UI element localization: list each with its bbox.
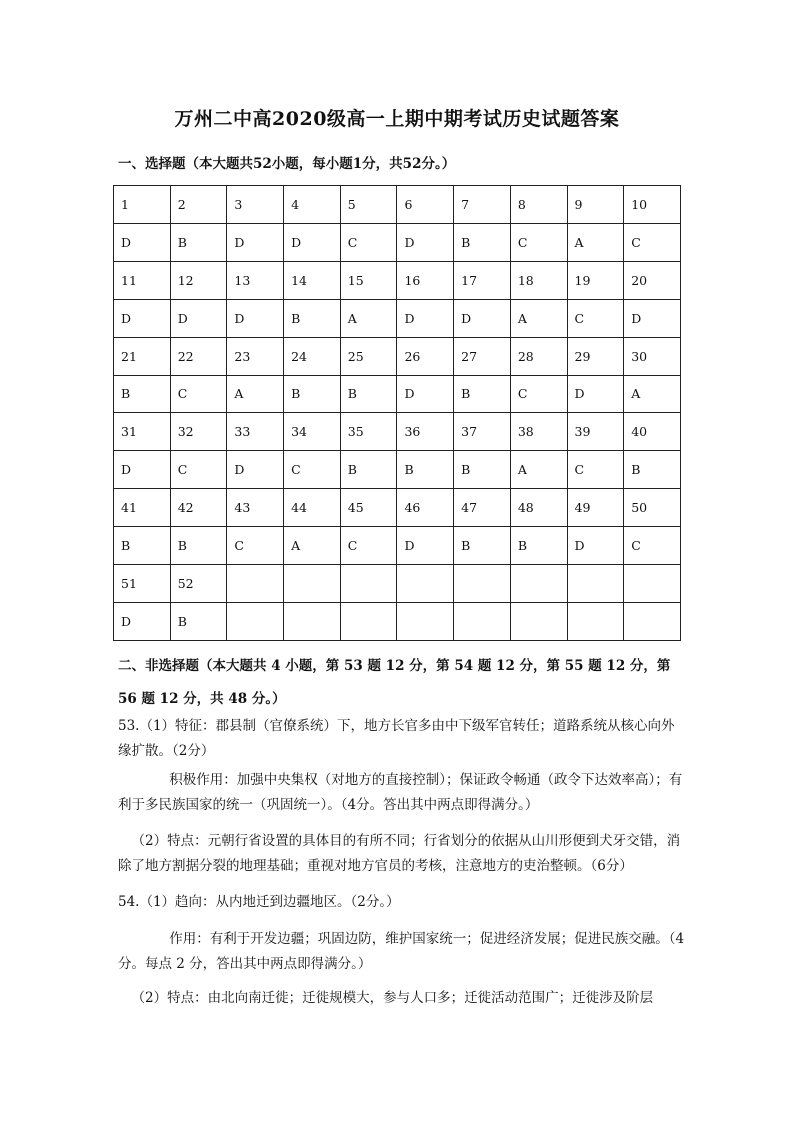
answer-cell	[284, 602, 341, 640]
answer-row	[114, 375, 681, 413]
question-number-cell: 44	[284, 489, 341, 527]
answer-cell: C	[227, 527, 284, 565]
answer-cell: C	[624, 527, 681, 565]
answer-cell: A	[284, 527, 341, 565]
question-number-row	[114, 186, 681, 224]
answer-cell: D	[454, 299, 511, 337]
answer-table	[113, 185, 681, 641]
question-number-cell: 46	[397, 489, 454, 527]
question-number-cell: 11	[114, 261, 171, 299]
question-number-cell: 40	[624, 413, 681, 451]
q53-part1: 53.（1）特征：郡县制（官僚系统）下，地方长官多由中下级军官转任；道路系统从核心向外缘扩散。（2分）	[118, 718, 675, 759]
answer-cell: B	[114, 375, 171, 413]
question-number-cell: 27	[454, 337, 511, 375]
question-number-cell: 22	[170, 337, 227, 375]
answer-cell: D	[114, 602, 171, 640]
answer-cell: D	[624, 299, 681, 337]
answer-cell: D	[397, 375, 454, 413]
question-number-cell: 10	[624, 186, 681, 224]
question-number-row	[114, 565, 681, 603]
answer-row	[114, 451, 681, 489]
q53-part2: （2）特点：元朝行省设置的具体目的有所不同；行省划分的依据从山川形便到犬牙交错，消除了地方割据分裂的地理基础；重视对地方官员的考核，注意地方的吏治整顿。（6分）	[118, 833, 681, 874]
question-number-cell	[227, 565, 284, 603]
answer-cell: D	[114, 299, 171, 337]
question-number-cell: 30	[624, 337, 681, 375]
question-number-cell: 17	[454, 261, 511, 299]
answer-cell: B	[170, 527, 227, 565]
question-number-cell: 14	[284, 261, 341, 299]
question-number-cell: 35	[340, 413, 397, 451]
question-number-cell: 36	[397, 413, 454, 451]
question-number-cell: 42	[170, 489, 227, 527]
question-number-row	[114, 337, 681, 375]
answer-cell: B	[454, 223, 511, 261]
answer-cell: C	[510, 375, 567, 413]
answer-cell: B	[170, 602, 227, 640]
answer-cell: C	[510, 223, 567, 261]
question-number-cell: 15	[340, 261, 397, 299]
question-number-cell: 33	[227, 413, 284, 451]
question-number-row	[114, 489, 681, 527]
question-number-cell: 13	[227, 261, 284, 299]
question-number-cell: 19	[567, 261, 624, 299]
answer-cell: B	[114, 527, 171, 565]
answer-row	[114, 527, 681, 565]
answer-cell	[510, 602, 567, 640]
question-number-cell: 43	[227, 489, 284, 527]
question-number-cell: 52	[170, 565, 227, 603]
answer-cell: D	[114, 451, 171, 489]
section1-heading: 一、选择题（本大题共52小题，每小题1分，共52分。）	[118, 156, 456, 172]
answer-cell: B	[284, 299, 341, 337]
question-number-cell: 20	[624, 261, 681, 299]
answer-cell: D	[397, 299, 454, 337]
answer-cell	[454, 602, 511, 640]
answer-cell: B	[454, 375, 511, 413]
question-number-cell: 47	[454, 489, 511, 527]
answer-cell: D	[227, 451, 284, 489]
answer-row	[114, 223, 681, 261]
question-number-cell: 29	[567, 337, 624, 375]
question-number-cell: 4	[284, 186, 341, 224]
question-number-cell: 16	[397, 261, 454, 299]
question-number-cell: 8	[510, 186, 567, 224]
question-number-cell	[397, 565, 454, 603]
answer-cell: D	[397, 223, 454, 261]
q54-part2: （2）特点：由北向南迁徙；迁徙规模大，参与人口多；迁徙活动范围广；迁徙涉及阶层	[131, 990, 654, 1006]
question-number-cell	[510, 565, 567, 603]
answer-cell: C	[340, 223, 397, 261]
question-number-cell: 28	[510, 337, 567, 375]
page-title: 万州二中高2020级高一上期中期考试历史试题答案	[174, 108, 620, 130]
answer-cell: C	[567, 299, 624, 337]
question-number-cell: 48	[510, 489, 567, 527]
answer-cell	[340, 602, 397, 640]
answer-cell: C	[284, 451, 341, 489]
question-number-cell	[454, 565, 511, 603]
answer-cell: B	[340, 451, 397, 489]
question-number-cell: 7	[454, 186, 511, 224]
question-number-cell: 26	[397, 337, 454, 375]
answer-row	[114, 602, 681, 640]
question-number-row	[114, 413, 681, 451]
answer-cell: A	[510, 451, 567, 489]
question-number-cell: 25	[340, 337, 397, 375]
answer-cell: D	[227, 223, 284, 261]
question-number-cell: 24	[284, 337, 341, 375]
question-number-cell	[567, 565, 624, 603]
question-number-cell: 51	[114, 565, 171, 603]
question-number-cell	[624, 565, 681, 603]
answer-cell: C	[170, 451, 227, 489]
answer-cell: B	[454, 527, 511, 565]
answer-cell: D	[567, 375, 624, 413]
section2-heading: 二、非选择题（本大题共 4 小题，第 53 题 12 分，第 54 题 12 分，第 55 题 12 分，第 56 题 12 分，共 48 分。）	[118, 658, 671, 707]
question-number-cell: 12	[170, 261, 227, 299]
answer-cell: D	[284, 223, 341, 261]
question-number-cell: 3	[227, 186, 284, 224]
answer-cell: D	[567, 527, 624, 565]
question-number-cell: 45	[340, 489, 397, 527]
question-number-cell: 38	[510, 413, 567, 451]
q54-part1: 54.（1）趋向：从内地迁到边疆地区。（2分。）	[118, 894, 400, 910]
answer-cell: B	[397, 451, 454, 489]
answer-cell	[567, 602, 624, 640]
answer-cell: B	[454, 451, 511, 489]
answer-cell: D	[397, 527, 454, 565]
answer-cell: B	[284, 375, 341, 413]
answer-row	[114, 299, 681, 337]
question-number-cell: 1	[114, 186, 171, 224]
answer-cell: C	[340, 527, 397, 565]
question-number-cell: 49	[567, 489, 624, 527]
question-number-row	[114, 261, 681, 299]
answer-cell: B	[624, 451, 681, 489]
question-number-cell: 34	[284, 413, 341, 451]
answer-cell: B	[170, 223, 227, 261]
answer-cell: C	[170, 375, 227, 413]
answer-cell: B	[340, 375, 397, 413]
q54-part1-effect: 作用：有利于开发边疆；巩固边防，维护国家统一；促进经济发展；促进民族交融。（4分。每点 2 分，答出其中两点即得满分。）	[118, 931, 685, 972]
question-number-cell: 23	[227, 337, 284, 375]
answer-cell: D	[227, 299, 284, 337]
question-number-cell: 9	[567, 186, 624, 224]
answer-cell: D	[170, 299, 227, 337]
answer-cell: A	[567, 223, 624, 261]
question-number-cell	[284, 565, 341, 603]
question-number-cell: 31	[114, 413, 171, 451]
answer-cell: A	[227, 375, 284, 413]
answer-cell: B	[510, 527, 567, 565]
q53-part1-effect: 积极作用：加强中央集权（对地方的直接控制）；保证政令畅通（政令下达效率高）；有利于多民族国家的统一（巩固统一）。（4分。答出其中两点即得满分。）	[118, 772, 683, 813]
question-number-cell: 6	[397, 186, 454, 224]
answer-cell	[227, 602, 284, 640]
answer-cell: D	[114, 223, 171, 261]
question-number-cell: 32	[170, 413, 227, 451]
question-number-cell: 50	[624, 489, 681, 527]
question-number-cell: 5	[340, 186, 397, 224]
answer-cell: C	[567, 451, 624, 489]
question-number-cell: 2	[170, 186, 227, 224]
question-number-cell: 39	[567, 413, 624, 451]
question-number-cell	[340, 565, 397, 603]
answer-cell	[624, 602, 681, 640]
answer-cell: A	[624, 375, 681, 413]
answer-cell: A	[510, 299, 567, 337]
answer-cell: A	[340, 299, 397, 337]
question-number-cell: 37	[454, 413, 511, 451]
question-number-cell: 18	[510, 261, 567, 299]
question-number-cell: 41	[114, 489, 171, 527]
answer-cell	[397, 602, 454, 640]
answer-cell: C	[624, 223, 681, 261]
question-number-cell: 21	[114, 337, 171, 375]
